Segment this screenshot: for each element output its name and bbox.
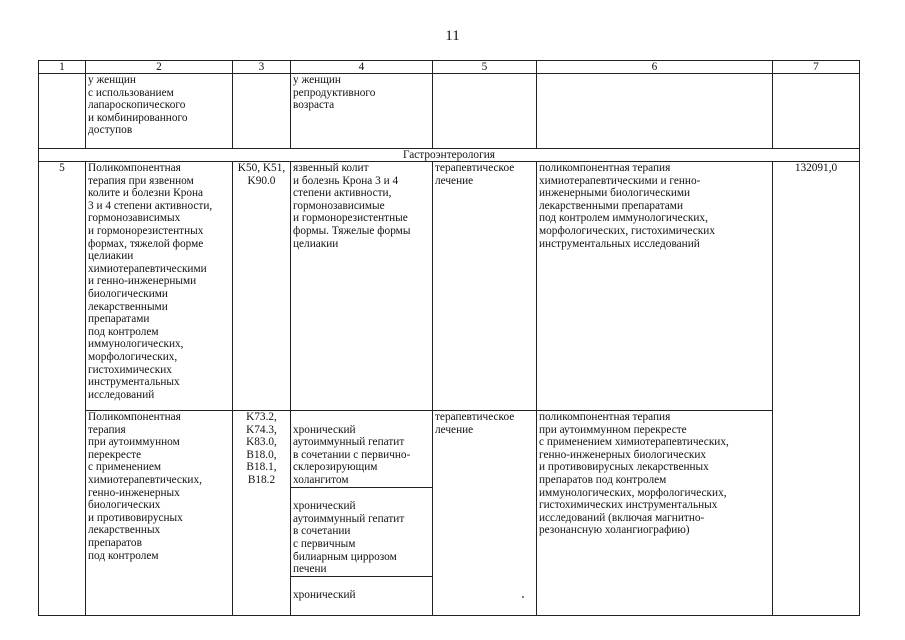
patient-model-item: хронический: [293, 589, 356, 602]
cell-patient-model: язвенный колит и болезнь Крона 3 и 4 степени активности, гормонозависимые и гормонорезистентные формы. Тяжелые формы целиакии: [291, 162, 433, 411]
cell-icd-codes: K50, K51, K90.0: [233, 162, 291, 411]
cell-price: 132091,0: [773, 162, 860, 616]
column-header: 7: [773, 61, 860, 74]
cell-treatment-name: Поликомпонентная терапия при аутоиммунном перекресте с применением химиотерапевтических, генно-инженерных биологических и противовирусных лекарственных препаратов под контролем: [86, 411, 233, 616]
page-number: 11: [445, 28, 460, 44]
patient-model-item: хронический аутоиммунный гепатит в сочетании с первичным билиарным циррозом печени: [291, 500, 432, 577]
cell-icd-codes: [233, 74, 291, 149]
cell-treatment-method: поликомпонентная терапия при аутоиммунном перекресте с применением химиотерапевтических, генно-инженерных биологических и противовирусных лекарственных препаратов под контролем иммунологических, морфологических, гистохимических инструментальных исследований (включая магнитно- резонансную холангиографию): [537, 411, 773, 616]
cell-treatment-name: у женщин с использованием лапароскопического и комбинированного доступов: [86, 74, 233, 149]
table-row: [39, 162, 860, 411]
scan-speck: [522, 596, 524, 598]
cell-patient-model: у женщин репродуктивного возраста: [291, 74, 433, 149]
medical-care-table: [38, 60, 860, 616]
cell-treatment-method: [537, 74, 773, 149]
column-header: 4: [291, 61, 433, 74]
row-number: 5: [39, 162, 86, 616]
cell-number: [39, 74, 86, 149]
column-header: 1: [39, 61, 86, 74]
cell-treatment-name: Поликомпонентная терапия при язвенном колите и болезни Крона 3 и 4 степени активности, гормонозависимых и гормонорезистентных формах, тяжелой форме целиакии химиотерапевтическими и генно-инженерными биологическими лекарственными препаратами под контролем иммунологических, морфологических, гистохимических инструментальных исследований: [86, 162, 233, 411]
column-header: 3: [233, 61, 291, 74]
cell-treatment-type: терапевтическое лечение: [433, 162, 537, 411]
continuation-row: [39, 74, 860, 149]
column-header: 2: [86, 61, 233, 74]
cell-patient-model: [291, 411, 433, 616]
cell-treatment-method: поликомпонентная терапия химиотерапевтическими и генно- инженерными биологическими лекарственными препаратами под контролем иммунологических, морфологических, гистохимических инструментальных исследований: [537, 162, 773, 411]
section-title: Гастроэнтерология: [39, 149, 860, 162]
cell-price: [773, 74, 860, 149]
column-header: 6: [537, 61, 773, 74]
column-header: 5: [433, 61, 537, 74]
patient-model-item: хронический аутоиммунный гепатит в сочетании с первично- склерозирующим холангитом: [291, 424, 432, 488]
table-row: [39, 411, 860, 616]
cell-icd-codes: K73.2, K74.3, K83.0, B18.0, B18.1, B18.2: [233, 411, 291, 616]
cell-treatment-type: [433, 74, 537, 149]
column-number-row: [39, 61, 860, 74]
cell-treatment-type: терапевтическое лечение: [433, 411, 537, 616]
section-row: [39, 149, 860, 162]
